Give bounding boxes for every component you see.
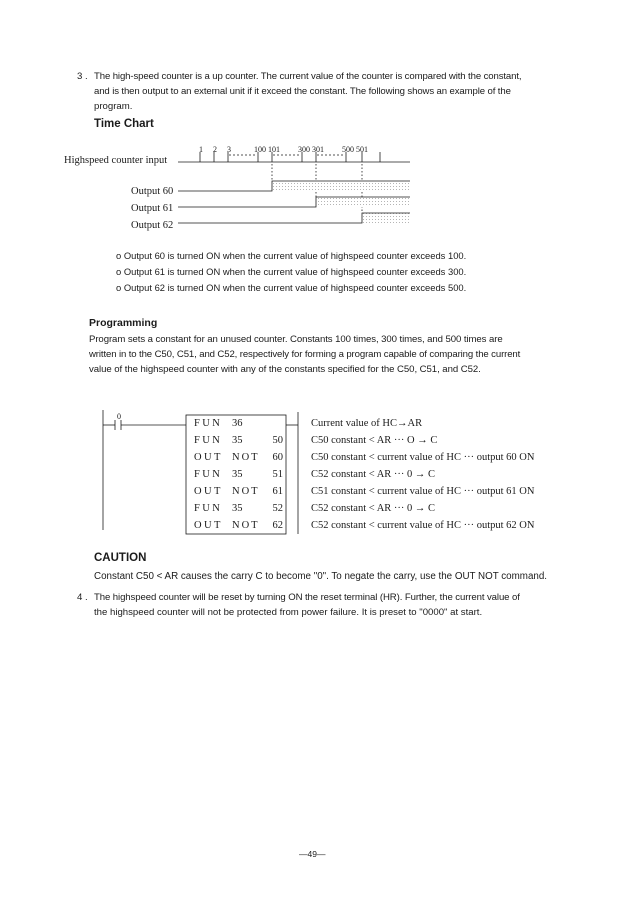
note-output-60: o Output 60 is turned ON when the current value of highspeed counter exceeds 100. bbox=[116, 250, 467, 261]
program-arg: NOT bbox=[232, 520, 260, 531]
program-row bbox=[186, 467, 286, 484]
output-61-label: Output 61 bbox=[131, 203, 174, 214]
note-output-61: o Output 61 is turned ON when the current value of highspeed counter exceeds 300. bbox=[116, 266, 467, 277]
program-comment: Current value of HC→AR bbox=[311, 418, 423, 429]
section-3-line-3: program. bbox=[94, 101, 133, 112]
program-comment: C51 constant < current value of HC ··· output 61 ON bbox=[311, 486, 535, 497]
program-op: FUN bbox=[194, 503, 223, 514]
program-val: 52 bbox=[272, 503, 283, 514]
program-comment: C52 constant < current value of HC ··· output 62 ON bbox=[311, 520, 535, 531]
programming-heading: Programming bbox=[89, 317, 158, 329]
programming-line-1: Program sets a constant for an unused counter. Constants 100 times, 300 times, and 500 times are bbox=[89, 334, 503, 345]
tick-label-3: 3 bbox=[227, 145, 231, 154]
output-62-label: Output 62 bbox=[131, 220, 174, 231]
section-3-number: 3 . bbox=[77, 71, 88, 82]
section-4-number: 4 . bbox=[77, 592, 88, 603]
highspeed-counter-input-label: Highspeed counter input bbox=[64, 155, 168, 166]
program-row bbox=[186, 416, 286, 433]
program-arg: 35 bbox=[232, 435, 243, 446]
section-4-line-2: the highspeed counter will not be protected from power failure. It is preset to "0000" at start. bbox=[94, 607, 483, 618]
program-comment: C52 constant < AR ··· 0 → C bbox=[311, 469, 436, 480]
tick-label-100-101: 100 101 bbox=[254, 145, 280, 154]
program-comment: C52 constant < AR ··· 0 → C bbox=[311, 503, 436, 514]
program-op: OUT bbox=[194, 520, 223, 531]
program-arg: 35 bbox=[232, 503, 243, 514]
tick-label-1: 1 bbox=[199, 145, 203, 154]
program-row bbox=[186, 501, 286, 518]
note-output-62: o Output 62 is turned ON when the current value of highspeed counter exceeds 500. bbox=[116, 282, 467, 293]
program-arg: 36 bbox=[232, 418, 243, 429]
program-val: 62 bbox=[272, 520, 283, 531]
program-val: 51 bbox=[272, 469, 283, 480]
caution-heading: CAUTION bbox=[94, 552, 147, 564]
caution-text: Constant C50 < AR causes the carry C to become "0". To negate the carry, use the OUT NOT command. bbox=[94, 571, 548, 582]
section-3-line-2: and is then output to an external unit if it exceed the constant. The following shows an example of the bbox=[94, 86, 511, 97]
tick-label-2: 2 bbox=[213, 145, 217, 154]
program-op: FUN bbox=[194, 435, 223, 446]
tick-label-500-501: 500 501 bbox=[342, 145, 368, 154]
tick-label-300-301: 300 301 bbox=[298, 145, 324, 154]
program-op: FUN bbox=[194, 418, 223, 429]
time-chart-heading: Time Chart bbox=[94, 118, 154, 130]
program-val: 50 bbox=[272, 435, 283, 446]
time-chart-diagram bbox=[0, 0, 638, 240]
program-row bbox=[186, 433, 286, 450]
program-comment: C50 constant < AR ··· O → C bbox=[311, 435, 438, 446]
program-arg: NOT bbox=[232, 486, 260, 497]
programming-line-2: written in to the C50, C51, and C52, respectively for forming a program capable of comparing the current bbox=[89, 349, 521, 360]
program-op: OUT bbox=[194, 486, 223, 497]
contact-label: 0 bbox=[117, 412, 121, 421]
output-60-label: Output 60 bbox=[131, 186, 174, 197]
program-val: 60 bbox=[272, 452, 283, 463]
programming-line-3: value of the highspeed counter with any of the constants specified for the C50, C51, and C52. bbox=[89, 364, 481, 375]
program-arg: 35 bbox=[232, 469, 243, 480]
program-row bbox=[186, 484, 286, 501]
section-4-line-1: The highspeed counter will be reset by turning ON the reset terminal (HR). Further, the current value of bbox=[94, 592, 520, 603]
section-3-line-1: The high-speed counter is a up counter. The current value of the counter is compared with the constant, bbox=[94, 71, 522, 82]
program-val: 61 bbox=[272, 486, 283, 497]
program-op: OUT bbox=[194, 452, 223, 463]
program-op: FUN bbox=[194, 469, 223, 480]
page-number: —49— bbox=[299, 849, 326, 859]
program-arg: NOT bbox=[232, 452, 260, 463]
program-row bbox=[186, 450, 286, 467]
program-comment: C50 constant < current value of HC ··· output 60 ON bbox=[311, 452, 535, 463]
program-row bbox=[186, 518, 286, 535]
